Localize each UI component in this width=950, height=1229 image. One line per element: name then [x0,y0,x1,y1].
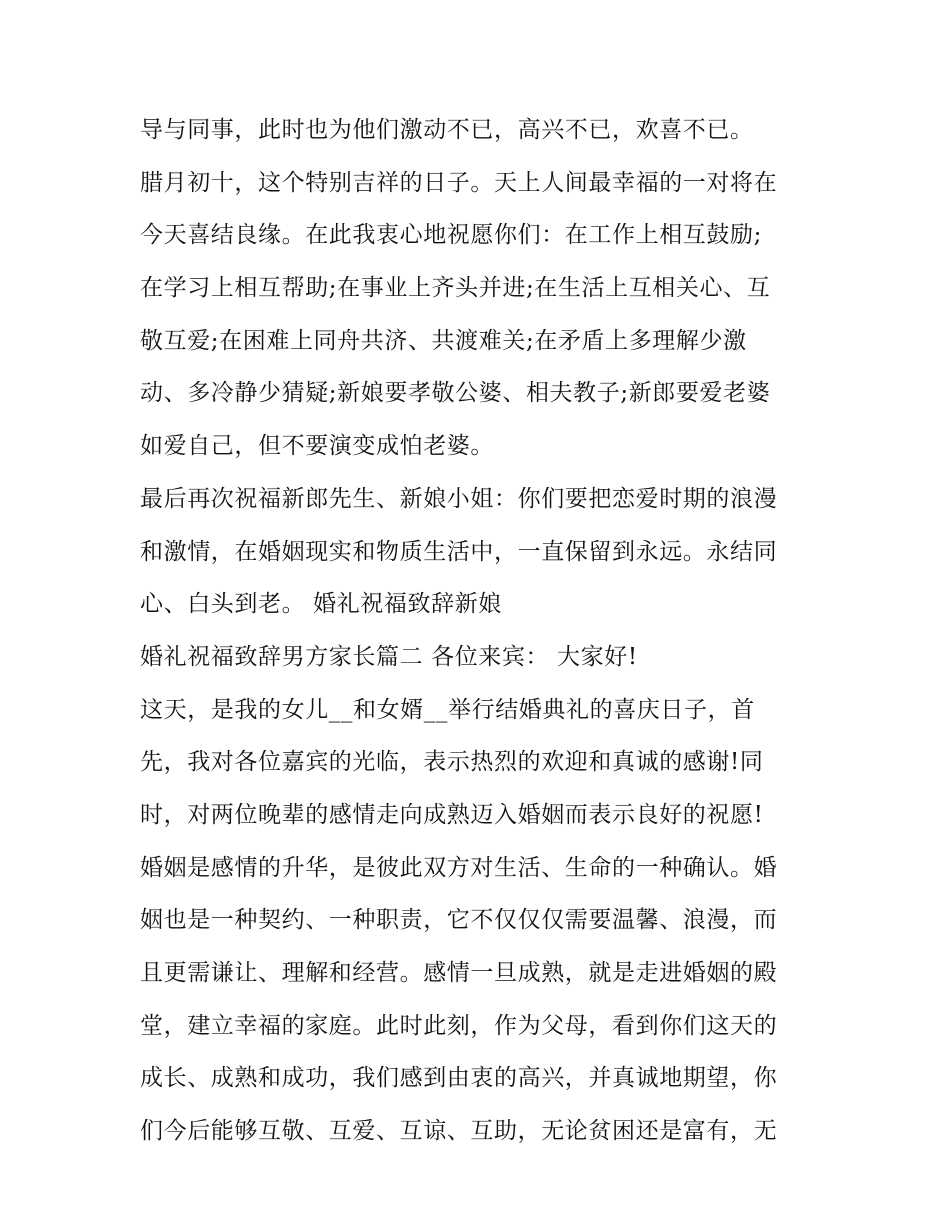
text-line: 动、多冷静少猜疑;新娘要孝敬公婆、相夫教子;新郎要爱老婆 [140,380,771,407]
text-line: 这天，是我的女儿__和女婿__举行结婚典礼的喜庆日子，首 [140,696,755,723]
text-line: 婚姻是感情的升华，是彼此双方对生活、生命的一种确认。婚 [140,854,778,881]
text-line: 先，我对各位嘉宾的光临，表示热烈的欢迎和真诚的感谢!同 [140,749,764,776]
text-line: 今天喜结良缘。在此我衷心地祝愿你们：在工作上相互鼓励; [140,222,762,249]
text-line: 心、白头到老。 婚礼祝福致辞新娘 [140,591,502,618]
section-heading-line: 婚礼祝福致辞男方家长篇二 各位来宾： 大家好! [140,643,638,670]
text-line: 成长、成熟和成功，我们感到由衷的高兴，并真诚地期望，你 [140,1065,778,1092]
text-line: 们今后能够互敬、互爱、互谅、互助，无论贫困还是富有，无 [140,1118,778,1145]
text-line: 腊月初十，这个特别吉祥的日子。天上人间最幸福的一对将在 [140,169,778,196]
text-line: 堂，建立幸福的家庭。此时此刻，作为父母，看到你们这天的 [140,1012,778,1039]
text-line: 姻也是一种契约、一种职责，它不仅仅仅需要温馨、浪漫，而 [140,907,778,934]
text-line: 在学习上相互帮助;在事业上齐头并进;在生活上互相关心、互 [140,275,771,302]
text-line: 且更需谦让、理解和经营。感情一旦成熟，就是走进婚姻的殿 [140,960,778,986]
text-line: 如爱自己，但不要演变成怕老婆。 [140,433,494,460]
text-line: 导与同事，此时也为他们激动不已，高兴不已，欢喜不已。 [140,117,754,143]
text-line: 和激情，在婚姻现实和物质生活中，一直保留到永远。永结同 [140,538,778,565]
text-line: 最后再次祝福新郎先生、新娘小姐：你们要把恋爱时期的浪漫 [140,485,778,512]
text-line: 时，对两位晚辈的感情走向成熟迈入婚姻而表示良好的祝愿! [140,801,764,828]
document-body [140,104,820,1158]
text-line: 敬互爱;在困难上同舟共济、共渡难关;在矛盾上多理解少激 [140,327,747,354]
